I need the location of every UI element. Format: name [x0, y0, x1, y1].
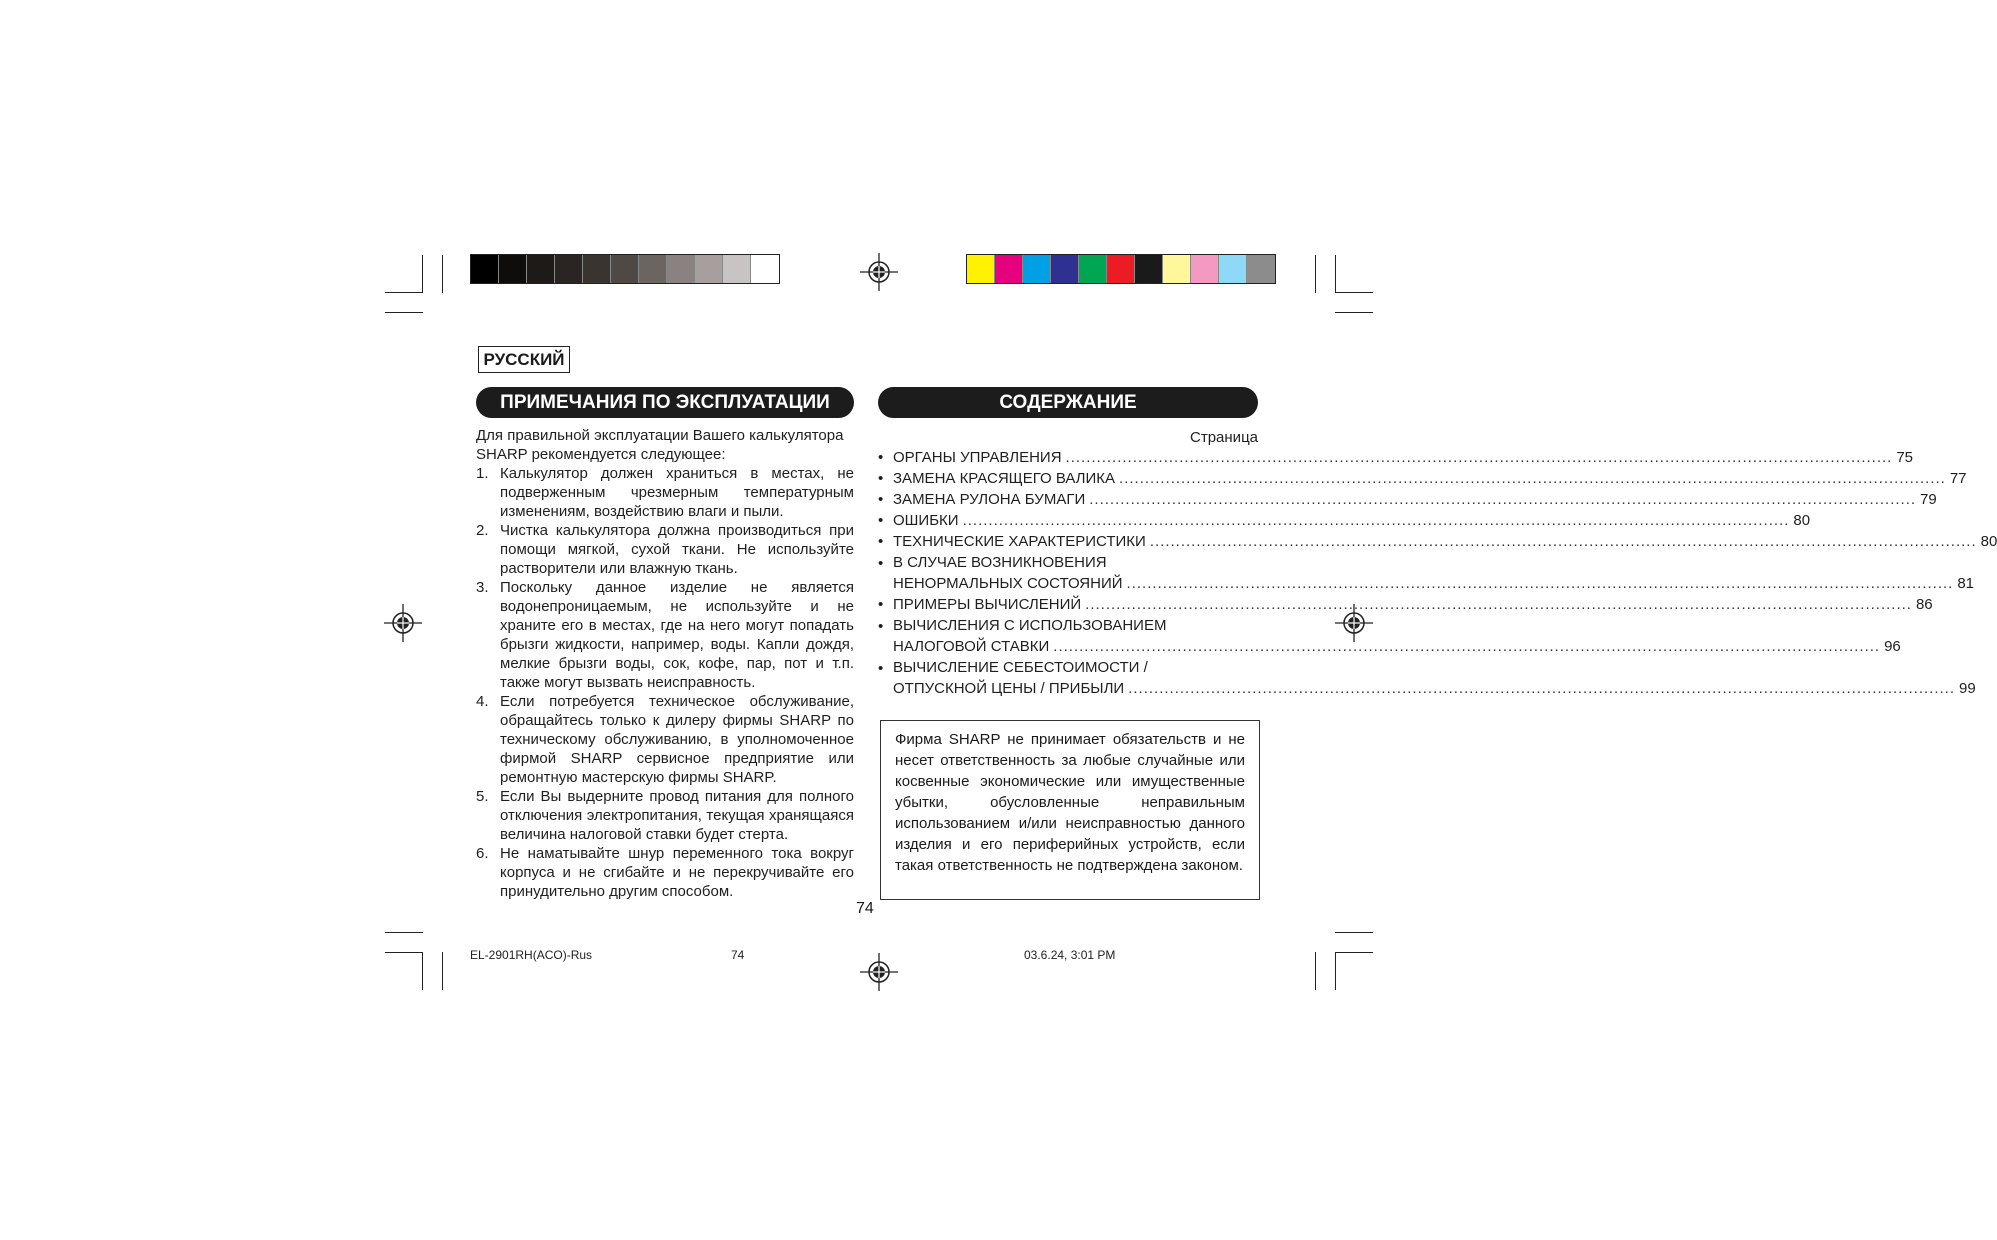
toc-page-number: 80 [1980, 533, 1997, 550]
dot-leader [1053, 637, 1880, 656]
item-number: 4. [476, 693, 489, 710]
contents-heading: СОДЕРЖАНИЕ [878, 387, 1258, 418]
toc-label: В СЛУЧАЕ ВОЗНИКНОВЕНИЯ [893, 554, 1107, 571]
toc-entry [878, 511, 1811, 532]
crop-mark [1335, 255, 1336, 293]
dot-leader [1127, 574, 1954, 593]
registration-mark-icon [860, 953, 898, 991]
footer-page: 74 [731, 948, 745, 962]
toc-entry [878, 469, 1967, 490]
item-number: 3. [476, 579, 489, 596]
crop-mark [1335, 952, 1373, 953]
gray-swatch [499, 255, 527, 283]
toc-label: ЗАМЕНА КРАСЯЩЕГО ВАЛИКА [893, 470, 1116, 487]
toc-list [878, 448, 1997, 700]
gray-swatch [583, 255, 611, 283]
crop-mark [385, 292, 423, 293]
liability-disclaimer: Фирма SHARP не принимает обязательств и не несет ответственность за любые случайные или косвенные экономические или имущественные убытки, обусловленные неправильным использованием и/или неисправностью данного изделия и его периферийных устройств, если такая ответственность не подтверждена законом. [880, 720, 1260, 900]
toc-page-number: 75 [1896, 449, 1914, 466]
crop-mark [1335, 292, 1373, 293]
toc-entry [878, 490, 1937, 511]
page-number: 74 [856, 900, 874, 917]
toc-label: ОТПУСКНОЙ ЦЕНЫ / ПРИБЫЛИ [893, 680, 1125, 697]
gray-swatch [695, 255, 723, 283]
toc-entry [878, 553, 1975, 595]
item-text: Калькулятор должен храниться в местах, не подверженным чрезмерным температурным изменениям, воздействию влаги и пыли. [500, 465, 854, 520]
gray-swatch [527, 255, 555, 283]
toc-entry [878, 532, 1997, 553]
gray-swatch [555, 255, 583, 283]
operation-note-item [476, 521, 854, 578]
toc-page-number: 99 [1959, 680, 1976, 697]
operation-notes-heading: ПРИМЕЧАНИЯ ПО ЭКСПЛУАТАЦИИ [476, 387, 854, 418]
crop-mark [442, 952, 443, 990]
gray-swatch [751, 255, 779, 283]
bullet: • [878, 618, 884, 635]
dot-leader [1066, 448, 1893, 467]
item-number: 1. [476, 465, 489, 482]
toc-page-number: 80 [1793, 512, 1811, 529]
dot-leader [1128, 679, 1955, 698]
footer-timestamp: 03.6.24, 3:01 PM [1024, 948, 1116, 962]
color-swatch [1135, 255, 1163, 283]
operation-note-item [476, 844, 854, 901]
crop-mark [422, 952, 423, 990]
dot-leader [1085, 595, 1912, 614]
color-swatch [1191, 255, 1219, 283]
table-of-contents [878, 428, 1997, 700]
toc-entry [878, 616, 1901, 658]
toc-label: ВЫЧИСЛЕНИЕ СЕБЕСТОИМОСТИ / [893, 659, 1148, 676]
color-swatch [1051, 255, 1079, 283]
toc-label: НАЛОГОВОЙ СТАВКИ [893, 638, 1050, 655]
item-text: Поскольку данное изделие не является водонепроницаемым, не используйте и не храните его в местах, где на него могут попадать брызги жидкости, например, воды. Капли дождя, мелкие брызги воды, сок, кофе, пар, пот и т.п. также могут вызвать неисправность. [500, 579, 854, 691]
bullet: • [878, 596, 884, 613]
item-number: 6. [476, 845, 489, 862]
toc-label: ОРГАНЫ УПРАВЛЕНИЯ [893, 449, 1062, 466]
item-text: Чистка калькулятора должна производиться при помощи мягкой, сухой ткани. Не используйте растворители или влажную ткань. [500, 522, 854, 577]
toc-label: ЗАМЕНА РУЛОНА БУМАГИ [893, 491, 1086, 508]
gray-swatch [723, 255, 751, 283]
gray-swatch [667, 255, 695, 283]
bullet: • [878, 470, 884, 487]
toc-label: ОШИБКИ [893, 512, 959, 529]
operation-notes [476, 426, 854, 901]
registration-mark-icon [860, 253, 898, 291]
crop-mark [442, 255, 443, 293]
operation-note-item [476, 787, 854, 844]
bullet: • [878, 512, 884, 529]
operation-note-item [476, 578, 854, 692]
item-number: 5. [476, 788, 489, 805]
bullet: • [878, 491, 884, 508]
toc-label: ПРИМЕРЫ ВЫЧИСЛЕНИЙ [893, 596, 1082, 613]
toc-label: ВЫЧИСЛЕНИЯ С ИСПОЛЬЗОВАНИЕМ [893, 617, 1167, 634]
gray-swatch [611, 255, 639, 283]
toc-page-number: 77 [1949, 470, 1967, 487]
crop-mark [1315, 952, 1316, 990]
color-swatch [967, 255, 995, 283]
crop-mark [1335, 952, 1336, 990]
registration-mark-icon [384, 604, 422, 642]
page-column-label: Страница [1190, 429, 1258, 446]
toc-entry [878, 595, 1933, 616]
gray-swatch [639, 255, 667, 283]
crop-mark [1315, 255, 1316, 293]
toc-page-number: 96 [1884, 638, 1901, 655]
item-number: 2. [476, 522, 489, 539]
color-swatch [1219, 255, 1247, 283]
toc-page-number: 81 [1957, 575, 1975, 592]
color-swatch [1107, 255, 1135, 283]
toc-page-number: 86 [1915, 596, 1933, 613]
intro-text: Для правильной эксплуатации Вашего калькулятора SHARP рекомендуется следующее: [476, 427, 844, 463]
crop-mark [385, 932, 423, 933]
bullet: • [878, 449, 884, 466]
bullet: • [878, 533, 884, 550]
footer-file-name: EL-2901RH(ACO)-Rus [470, 948, 593, 962]
dot-leader [1150, 532, 1977, 551]
gray-swatch [471, 255, 499, 283]
item-text: Если Вы выдерните провод питания для полного отключения электропитания, текущая хранящаяся величина налоговой ставки будет стерта. [500, 788, 854, 843]
toc-label: ТЕХНИЧЕСКИЕ ХАРАКТЕРИСТИКИ [893, 533, 1146, 550]
operation-note-item [476, 464, 854, 521]
crop-mark [1335, 312, 1373, 313]
toc-label: НЕНОРМАЛЬНЫХ СОСТОЯНИЙ [893, 575, 1123, 592]
crop-mark [385, 312, 423, 313]
item-text: Не наматывайте шнур переменного тока вокруг корпуса и не сгибайте и не перекручивайте его принудительно другим способом. [500, 845, 854, 900]
crop-mark [1335, 932, 1373, 933]
color-swatch [1023, 255, 1051, 283]
color-swatch [1247, 255, 1275, 283]
operation-notes-list [476, 464, 854, 901]
toc-entry [878, 658, 1976, 700]
toc-entry [878, 448, 1914, 469]
bullet: • [878, 555, 884, 572]
item-text: Если потребуется техническое обслуживание, обращайтесь только к дилеру фирмы SHARP по техническому обслуживанию, в уполномоченное фирмой SHARP сервисное предприятие или ремонтную мастерскую фирмы SHARP. [500, 693, 854, 786]
toc-page-number: 79 [1920, 491, 1937, 508]
operation-note-item [476, 692, 854, 787]
bullet: • [878, 660, 884, 677]
dot-leader [1089, 490, 1916, 509]
dot-leader [1119, 469, 1946, 488]
language-label: РУССКИЙ [478, 346, 570, 373]
cmyk-color-bar [966, 254, 1276, 284]
color-swatch [1163, 255, 1191, 283]
grayscale-color-bar [470, 254, 780, 284]
crop-mark [385, 952, 423, 953]
color-swatch [995, 255, 1023, 283]
crop-mark [422, 255, 423, 293]
color-swatch [1079, 255, 1107, 283]
dot-leader [963, 511, 1790, 530]
